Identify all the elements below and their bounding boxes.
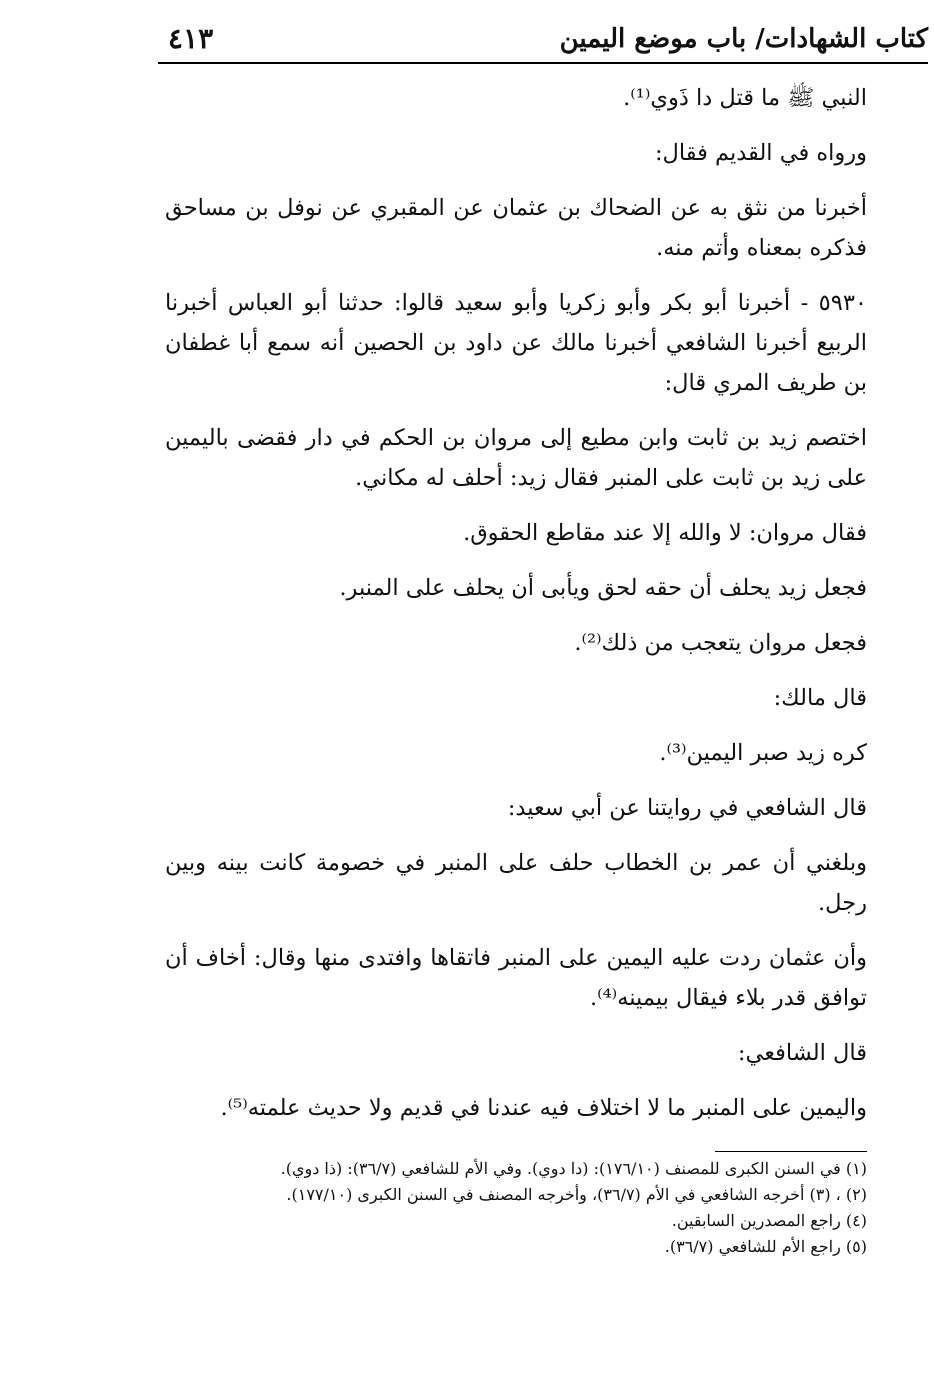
paragraph: كره زيد صبر اليمين⁽³⁾. (659, 740, 867, 766)
footnote: (٢) ، (٣) أخرجه الشافعي في الأم (٣٦/٧)، وأخرجه المصنف في السنن الكبرى (١٧٧/١٠). (286, 1185, 867, 1204)
paragraph: فجعل زيد يحلف أن حقه لحق ويأبى أن يحلف على المنبر. (339, 575, 867, 601)
paragraph: ورواه في القديم فقال: (654, 140, 867, 166)
main-text (165, 78, 867, 1143)
hadith-paragraph: ٥٩٣٠ - أخبرنا أبو بكر وأبو زكريا وأبو سعيد قالوا: حدثنا أبو العباس أخبرنا الربيع أخبرنا الشافعي أخبرنا مالك عن داود بن الحصين أنه سمع أبا غطفان بن طريف المري قال: (165, 290, 867, 396)
footnote-divider (715, 1151, 867, 1152)
paragraph: وأن عثمان ردت عليه اليمين على المنبر فاتقاها وافتدى منها وقال: أخاف أن توافق قدر بلاء فيقال بيمينه⁽⁴⁾. (165, 945, 867, 1011)
paragraph: فجعل مروان يتعجب من ذلك⁽²⁾. (574, 630, 867, 656)
paragraph: قال الشافعي في روايتنا عن أبي سعيد: (507, 795, 867, 821)
paragraph: قال الشافعي: (737, 1040, 867, 1066)
running-title: كتاب الشهادات/ باب موضع اليمين (559, 24, 928, 54)
paragraph: قال مالك: (773, 685, 867, 711)
page-header (158, 18, 928, 62)
footnote: (٥) راجع الأم للشافعي (٣٦/٧). (664, 1237, 867, 1256)
paragraph: أخبرنا من نثق به عن الضحاك بن عثمان عن المقبري عن نوفل بن مساحق فذكره بمعناه وأتم منه. (165, 195, 867, 261)
paragraph: فقال مروان: لا والله إلا عند مقاطع الحقوق. (463, 520, 867, 546)
paragraph: واليمين على المنبر ما لا اختلاف فيه عندنا في قديم ولا حديث علمته⁽⁵⁾. (220, 1095, 867, 1121)
footnotes (165, 1156, 867, 1260)
paragraph: اختصم زيد بن ثابت وابن مطيع إلى مروان بن الحكم في دار فقضى باليمين على زيد بن ثابت على المنبر فقال زيد: أحلف له مكاني. (165, 425, 867, 491)
header-divider (158, 62, 928, 64)
footnote: (١) في السنن الكبرى للمصنف (١٧٦/١٠): (دا دوي). وفي الأم للشافعي (٣٦/٧): (ذا دوي). (280, 1159, 867, 1178)
paragraph: النبي ﷺ ما قتل دا ذَوي⁽¹⁾. (623, 85, 867, 111)
footnote: (٤) راجع المصدرين السابقين. (671, 1211, 867, 1230)
paragraph: وبلغني أن عمر بن الخطاب حلف على المنبر في خصومة كانت بينه وبين رجل. (165, 850, 867, 916)
page-number: ٤١٣ (168, 22, 214, 55)
